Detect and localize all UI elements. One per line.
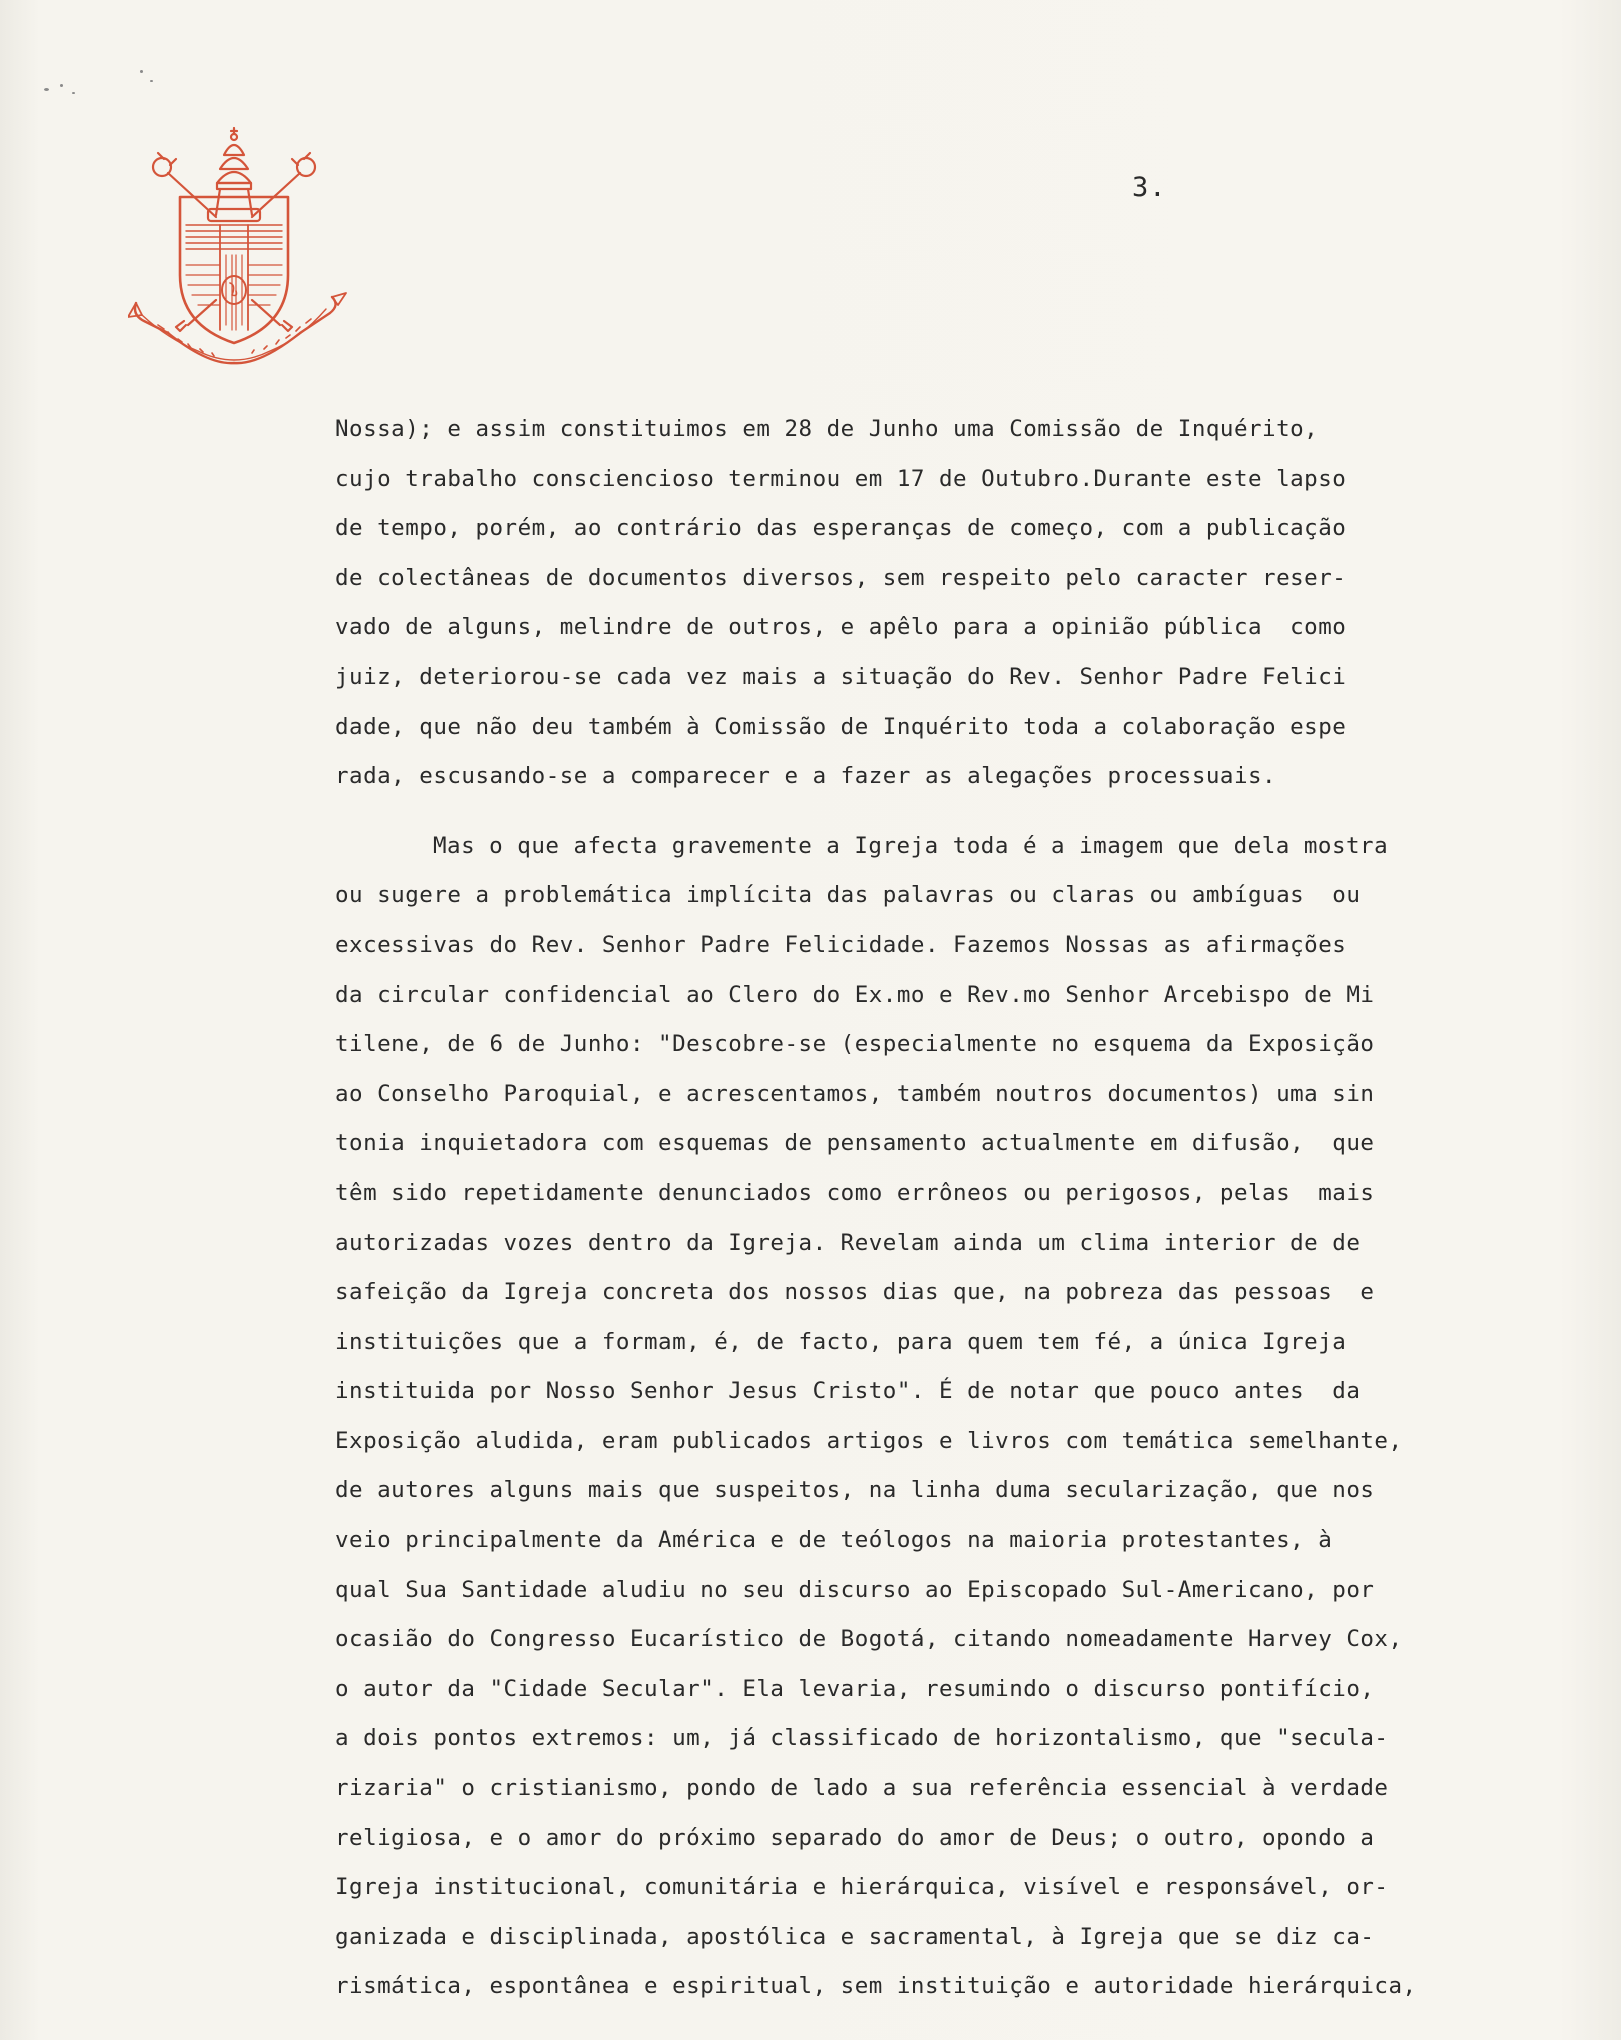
text-line: autorizadas vozes dentro da Igreja. Revelam ainda um clima interior de de	[335, 1229, 1361, 1256]
text-line: da circular confidencial ao Clero do Ex.mo e Rev.mo Senhor Arcebispo de Mi	[335, 981, 1375, 1008]
paper-speck	[150, 80, 153, 82]
text-line: Mas o que afecta gravemente a Igreja toda é a imagem que dela mostra	[433, 832, 1389, 859]
text-line: ou sugere a problemática implícita das palavras ou claras ou ambíguas ou	[335, 882, 1361, 909]
text-line: têm sido repetidamente denunciados como errôneos ou perigosos, pelas mais	[335, 1179, 1375, 1206]
text-line: tilene, de 6 de Junho: "Descobre-se (especialmente no esquema da Exposição	[335, 1031, 1375, 1058]
text-line: excessivas do Rev. Senhor Padre Felicidade. Fazemos Nossas as afirmações	[335, 931, 1347, 958]
text-line: rismática, espontânea e espiritual, sem instituição e autoridade hierárquica,	[335, 1973, 1417, 2000]
letter-body	[335, 405, 1611, 2012]
text-line: rizaria" o cristianismo, pondo de lado a sua referência essencial à verdade	[335, 1775, 1389, 1802]
text-line: qual Sua Santidade aludiu no seu discurso ao Episcopado Sul-Americano, por	[335, 1576, 1375, 1603]
text-line: juiz, deteriorou-se cada vez mais a situação do Rev. Senhor Padre Felici	[335, 663, 1347, 690]
paragraph	[335, 405, 1611, 802]
text-line: ocasião do Congresso Eucarístico de Bogotá, citando nomeadamente Harvey Cox,	[335, 1626, 1403, 1653]
text-line: a dois pontos extremos: um, já classificado de horizontalismo, que "secula-	[335, 1725, 1389, 1752]
page-number: 3.	[1132, 172, 1167, 203]
text-line: Nossa); e assim constituimos em 28 de Junho uma Comissão de Inquérito,	[335, 416, 1319, 442]
text-line: cujo trabalho consciencioso terminou em 17 de Outubro.Durante este lapso	[335, 465, 1347, 492]
text-line: de tempo, porém, ao contrário das esperanças de começo, com a publicação	[335, 515, 1347, 542]
text-line: rada, escusando-se a comparecer e a fazer as alegações processuais.	[335, 763, 1277, 790]
paragraph-gap	[335, 802, 1611, 822]
text-line: de colectâneas de documentos diversos, sem respeito pelo caracter reser-	[335, 564, 1347, 591]
text-line: Igreja institucional, comunitária e hierárquica, visível e responsável, or-	[335, 1874, 1389, 1901]
text-line: vado de alguns, melindre de outros, e apêlo para a opinião pública como	[335, 614, 1347, 641]
paper-speck	[140, 70, 143, 73]
text-line: instituida por Nosso Senhor Jesus Cristo". É de notar que pouco antes da	[335, 1378, 1361, 1405]
text-line: tonia inquietadora com esquemas de pensamento actualmente em difusão, que	[335, 1130, 1375, 1157]
text-line: o autor da "Cidade Secular". Ela levaria, resumindo o discurso pontifício,	[335, 1675, 1375, 1702]
text-line: instituições que a formam, é, de facto, para quem tem fé, a única Igreja	[335, 1328, 1347, 1355]
coat-of-arms-icon	[128, 125, 352, 370]
text-line: ganizada e disciplinada, apostólica e sacramental, à Igreja que se diz ca-	[335, 1923, 1375, 1950]
text-line: safeição da Igreja concreta dos nossos dias que, na pobreza das pessoas e	[335, 1279, 1375, 1306]
paper-speck	[60, 84, 63, 87]
paper-speck	[72, 92, 75, 94]
text-line: de autores alguns mais que suspeitos, na linha duma secularização, que nos	[335, 1477, 1375, 1504]
paragraph	[335, 822, 1611, 2012]
paper-speck	[44, 88, 49, 91]
text-line: dade, que não deu também à Comissão de Inquérito toda a colaboração espe	[335, 713, 1347, 740]
text-line: veio principalmente da América e de teólogos na maioria protestantes, à	[335, 1527, 1333, 1554]
text-line: Exposição aludida, eram publicados artigos e livros com temática semelhante,	[335, 1427, 1403, 1454]
text-line: ao Conselho Paroquial, e acrescentamos, também noutros documentos) uma sin	[335, 1080, 1375, 1107]
text-line: religiosa, e o amor do próximo separado do amor de Deus; o outro, opondo a	[335, 1824, 1375, 1851]
